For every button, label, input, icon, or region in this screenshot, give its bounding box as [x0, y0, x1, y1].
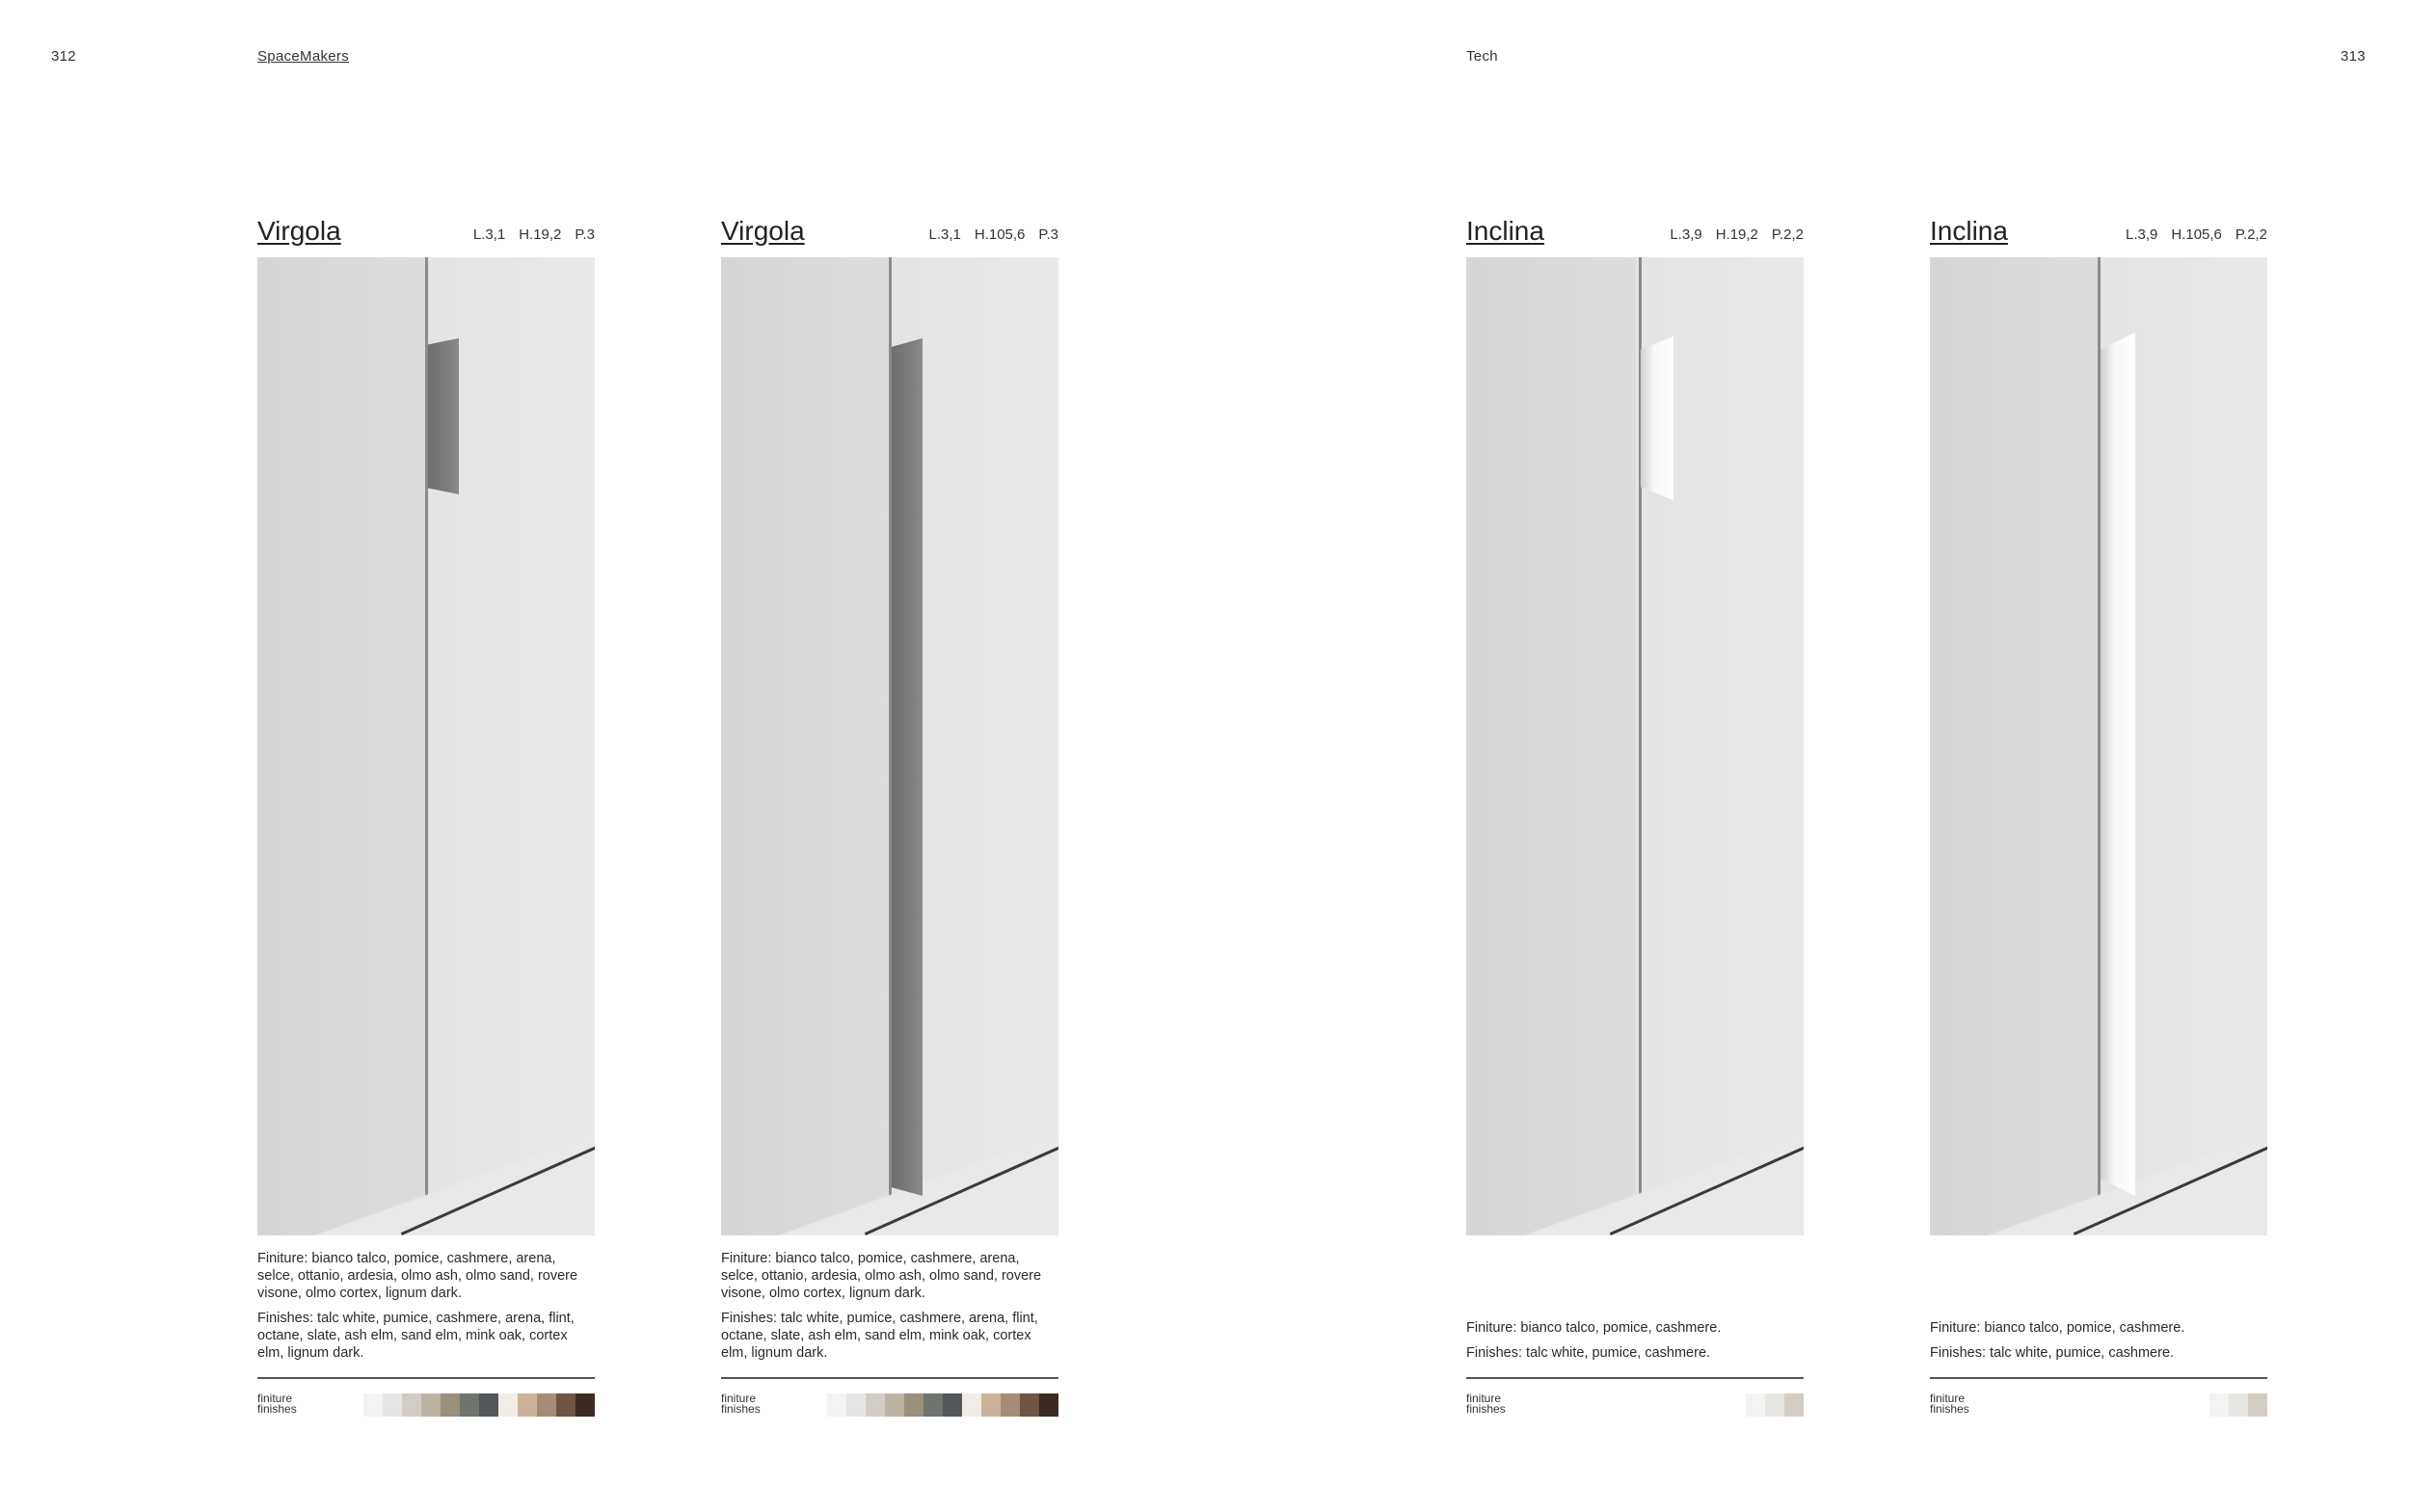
product-card-virgola-short	[257, 214, 595, 1428]
handle-image	[428, 338, 459, 494]
finish-swatch[interactable]	[1746, 1393, 1765, 1417]
finish-swatch[interactable]	[575, 1393, 595, 1417]
finish-swatch[interactable]	[943, 1393, 962, 1417]
label-finiture: finiture	[721, 1392, 757, 1405]
finish-swatches	[1746, 1393, 1804, 1417]
finishes-description	[721, 1250, 1058, 1369]
finish-swatch[interactable]	[556, 1393, 575, 1417]
finish-swatch[interactable]	[537, 1393, 556, 1417]
product-photo	[257, 257, 595, 1235]
finiture-text: Finiture: bianco talco, pomice, cashmere.	[1930, 1320, 2185, 1336]
finish-swatch[interactable]	[383, 1393, 402, 1417]
product-title[interactable]: Inclina	[1930, 216, 2008, 246]
finish-swatch[interactable]	[518, 1393, 537, 1417]
brand-link[interactable]: SpaceMakers	[257, 48, 350, 65]
finish-swatch[interactable]	[402, 1393, 421, 1417]
label-finishes: finishes	[1930, 1402, 1969, 1416]
finish-swatch[interactable]	[2209, 1393, 2229, 1417]
product-title[interactable]: Virgola	[721, 216, 805, 246]
label-finiture: finiture	[257, 1392, 293, 1405]
finishes-text: Finishes: talc white, pumice, cashmere, arena, flint, octane, slate, ash elm, sand elm, mink oak, cortex elm, lignum dark.	[257, 1311, 575, 1361]
product-dimensions	[2112, 226, 2267, 243]
dimension-length: L.3,9	[2125, 226, 2158, 243]
product-dimensions	[915, 226, 1058, 243]
finish-swatch[interactable]	[846, 1393, 866, 1417]
product-photo	[721, 257, 1058, 1235]
swatch-labels	[1930, 1393, 1969, 1415]
finish-swatch[interactable]	[460, 1393, 479, 1417]
dimension-height: H.105,6	[974, 226, 1026, 243]
product-dimensions	[1656, 226, 1804, 243]
dimension-depth: P.3	[575, 226, 595, 243]
finish-swatch[interactable]	[441, 1393, 460, 1417]
label-finishes: finishes	[257, 1402, 297, 1416]
dimension-height: H.19,2	[1715, 226, 1758, 243]
dimension-depth: P.2,2	[1771, 226, 1804, 243]
finish-swatch[interactable]	[866, 1393, 885, 1417]
finish-swatch[interactable]	[2248, 1393, 2267, 1417]
label-finishes: finishes	[721, 1402, 761, 1416]
finish-swatch[interactable]	[2229, 1393, 2248, 1417]
product-photo	[1466, 257, 1804, 1235]
label-finiture: finiture	[1466, 1392, 1502, 1405]
finish-swatches	[2209, 1393, 2267, 1417]
divider	[1930, 1377, 2267, 1379]
divider	[257, 1377, 595, 1379]
finishes-description	[1466, 1319, 1804, 1369]
product-photo	[1930, 257, 2267, 1235]
swatch-labels	[1466, 1393, 1506, 1415]
finish-swatch[interactable]	[479, 1393, 498, 1417]
finishes-text: Finishes: talc white, pumice, cashmere.	[1930, 1345, 2175, 1361]
finish-swatch[interactable]	[885, 1393, 904, 1417]
page-number-left: 312	[51, 48, 76, 65]
finishes-description	[257, 1250, 595, 1369]
label-finiture: finiture	[1930, 1392, 1966, 1405]
finiture-text: Finiture: bianco talco, pomice, cashmere.	[1466, 1320, 1722, 1336]
product-title[interactable]: Virgola	[257, 216, 341, 246]
dimension-length: L.3,1	[928, 226, 961, 243]
finiture-text: Finiture: bianco talco, pomice, cashmere, arena, selce, ottanio, ardesia, olmo ash, olmo sand, rovere visone, olmo cortex, lignum dark.	[257, 1251, 578, 1301]
finish-swatch[interactable]	[904, 1393, 923, 1417]
finish-swatch[interactable]	[1020, 1393, 1039, 1417]
finish-swatch[interactable]	[923, 1393, 943, 1417]
product-title[interactable]: Inclina	[1466, 216, 1544, 246]
product-card-inclina-long	[1930, 214, 2267, 1428]
finish-swatch[interactable]	[1765, 1393, 1784, 1417]
finish-swatch[interactable]	[827, 1393, 846, 1417]
label-finishes: finishes	[1466, 1402, 1506, 1416]
swatch-labels	[721, 1393, 761, 1415]
finish-swatch[interactable]	[1039, 1393, 1058, 1417]
dimension-length: L.3,1	[472, 226, 506, 243]
dimension-length: L.3,9	[1670, 226, 1702, 243]
finishes-text: Finishes: talc white, pumice, cashmere, arena, flint, octane, slate, ash elm, sand elm, mink oak, cortex elm, lignum dark.	[721, 1311, 1038, 1361]
product-dimensions	[460, 226, 595, 243]
finish-swatch[interactable]	[363, 1393, 383, 1417]
dimension-depth: P.2,2	[2235, 226, 2267, 243]
product-card-inclina-short	[1466, 214, 1804, 1428]
divider	[721, 1377, 1058, 1379]
page-number-right: 313	[2341, 48, 2366, 65]
handle-image	[892, 338, 923, 1196]
dimension-height: H.105,6	[2171, 226, 2222, 243]
finish-swatch[interactable]	[1784, 1393, 1804, 1417]
finiture-text: Finiture: bianco talco, pomice, cashmere, arena, selce, ottanio, ardesia, olmo ash, olmo sand, rovere visone, olmo cortex, lignum dark.	[721, 1251, 1042, 1301]
product-card-virgola-long	[721, 214, 1058, 1428]
dimension-height: H.19,2	[519, 226, 562, 243]
finish-swatches	[827, 1393, 1058, 1417]
finish-swatch[interactable]	[1001, 1393, 1020, 1417]
finishes-description	[1930, 1319, 2267, 1369]
finish-swatch[interactable]	[981, 1393, 1001, 1417]
finish-swatch[interactable]	[962, 1393, 981, 1417]
handle-image	[2101, 332, 2135, 1196]
handle-image	[1641, 336, 1673, 500]
finish-swatches	[363, 1393, 595, 1417]
finish-swatch[interactable]	[498, 1393, 518, 1417]
dimension-depth: P.3	[1038, 226, 1058, 243]
section-title: Tech	[1466, 48, 1498, 65]
swatch-labels	[257, 1393, 297, 1415]
divider	[1466, 1377, 1804, 1379]
finish-swatch[interactable]	[421, 1393, 441, 1417]
finishes-text: Finishes: talc white, pumice, cashmere.	[1466, 1345, 1711, 1361]
